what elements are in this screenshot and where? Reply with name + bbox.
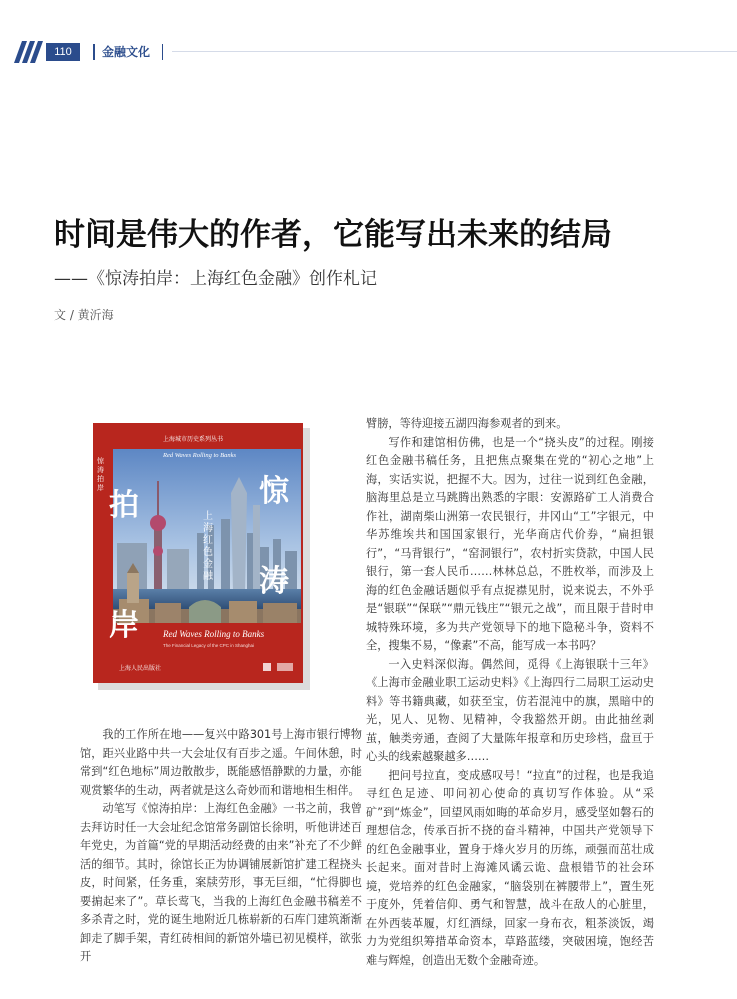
svg-text:岸: 岸 xyxy=(97,484,104,492)
cover-english-title: Red Waves Rolling to Banks xyxy=(163,629,265,639)
svg-text:金: 金 xyxy=(203,559,213,570)
paragraph: 动笔写《惊涛拍岸：上海红色金融》一书之前，我曾去拜访时任一大会址纪念馆常务副馆长徐明，听他讲述百年党史，为首篇“党的早期活动经费的由来”补充了不少鲜活的细节。其时，徐馆长正为协调铺展新馆扩建工程挠头皮，时间紧，任务重，案牍劳形，事无巨细，“忙得脚也要掮起来了”。草长莺飞，当我的上海红色金融书稿差不多杀青之时，党的诞生地附近几栋崭新的石库门建筑渐渐卸走了脚手架，青红砖相间的新馆外墙已初见模样，欲张开 xyxy=(80,802,362,963)
svg-text:融: 融 xyxy=(203,571,213,582)
right-column xyxy=(366,415,654,970)
svg-text:拍: 拍 xyxy=(97,475,104,483)
page-header xyxy=(0,41,737,63)
cover-series: 上海城市历史系列丛书 xyxy=(163,436,224,443)
article-subtitle: ——《惊涛拍岸：上海红色金融》创作札记 xyxy=(54,269,377,289)
svg-text:涛: 涛 xyxy=(97,466,104,474)
header-divider xyxy=(162,44,163,60)
svg-text:惊: 惊 xyxy=(97,457,104,465)
cover-publisher: 上海人民出版社 xyxy=(119,665,162,672)
paragraph: 写作和建馆相仿佛，也是一个“挠头皮”的过程。刚接红色金融书稿任务，且把焦点聚集在党的“初心之地”上海，实话实说，把握不大。因为，过往一说到红色金融，脑海里总是立马跳腾出熟悉的字眼：安源路矿工人消费合作社，湖南柴山洲第一农民银行，井冈山“工”字银元，中华苏维埃共和国国家银行，光华商店代价券，“扁担银行”，“马背银行”，“窑洞银行”，农村折实贷款，中国人民银行，第一套人民币……林林总总，不胜枚举，而涉及上海的红色金融话题似乎有点捉襟见肘，说来说去，不外乎是“银联”“保联”“鼎元钱庄”“银元之战”，而且限于昔时申城特殊环境，多为共产党领导下的地下隐秘斗争，资料不全，搜集不易，“像素”不高，能写成一本书吗？ xyxy=(366,435,654,652)
article-title: 时间是伟大的作者，它能写出未来的结局 xyxy=(54,217,612,253)
byline: 文 / 黄沂海 xyxy=(54,308,114,322)
paragraph: 臂膀，等待迎接五湖四海参观者的到来。 xyxy=(366,417,568,430)
svg-text:上: 上 xyxy=(203,511,213,522)
svg-text:红: 红 xyxy=(203,535,213,546)
svg-text:色: 色 xyxy=(203,547,213,558)
left-column xyxy=(80,726,362,967)
section-label: 金融文化 xyxy=(102,45,151,59)
header-divider xyxy=(93,44,95,60)
cover-char-3: 惊 xyxy=(259,474,289,509)
cover-char-2: 岸 xyxy=(109,608,139,643)
cover-english-subtitle: The Financial Legacy of the CPC in Shanghai xyxy=(163,643,255,648)
svg-text:海: 海 xyxy=(203,523,213,534)
paragraph: 我的工作所在地——复兴中路301号上海市银行博物馆，距兴业路中共一大会址仅有百步之遥。午间休憩，时常到“红色地标”周边散散步，既能感悟静默的力量，亦能观赏繁华的生动，两者就是这么奇妙而和谐地相生相伴。 xyxy=(80,728,362,797)
header-rule xyxy=(172,51,737,52)
paragraph: 一入史料深似海。偶然间，觅得《上海银联十三年》《上海市金融业职工运动史料》《上海四行二局职工运动史料》等书籍典藏，如获至宝，仿若混沌中的旗，黑暗中的光，见人、见物、见精神，令我豁然开朗。由此抽丝剥茧，触类旁通，查阅了大量陈年报章和历史珍档，盘亘于心头的线索越聚越多…… xyxy=(366,657,654,763)
book-cover-image xyxy=(93,423,303,683)
page-number: 110 xyxy=(46,43,80,61)
paragraph: 把问号拉直，变成感叹号！“拉直”的过程，也是我追寻红色足迹、叩问初心使命的真切写作体验。从“采矿”到“炼金”，回望风雨如晦的革命岁月，感受坚如磐石的理想信念，传承百折不挠的奋斗精神，中国共产党领导下的红色金融事业，置身于烽火岁月的历练，顽强而茁壮成长起来。面对昔时上海滩风谲云诡、盘根错节的社会环境，党培养的红色金融家，“脑袋别在裤腰带上”，置生死于度外，凭着信仰、勇气和智慧，战斗在敌人的心脏里，在外西装革履，灯红酒绿，回家一身布衣，粗茶淡饭，竭力为党组织筹措革命资本，草路蓝缕，突破困境，饱经苦难与辉煌，创造出无数个金融奇迹。 xyxy=(366,768,654,967)
cover-english-top: Red Waves Rolling to Banks xyxy=(163,452,237,459)
cover-char-1: 拍 xyxy=(109,488,139,523)
cover-char-4: 涛 xyxy=(259,564,289,599)
